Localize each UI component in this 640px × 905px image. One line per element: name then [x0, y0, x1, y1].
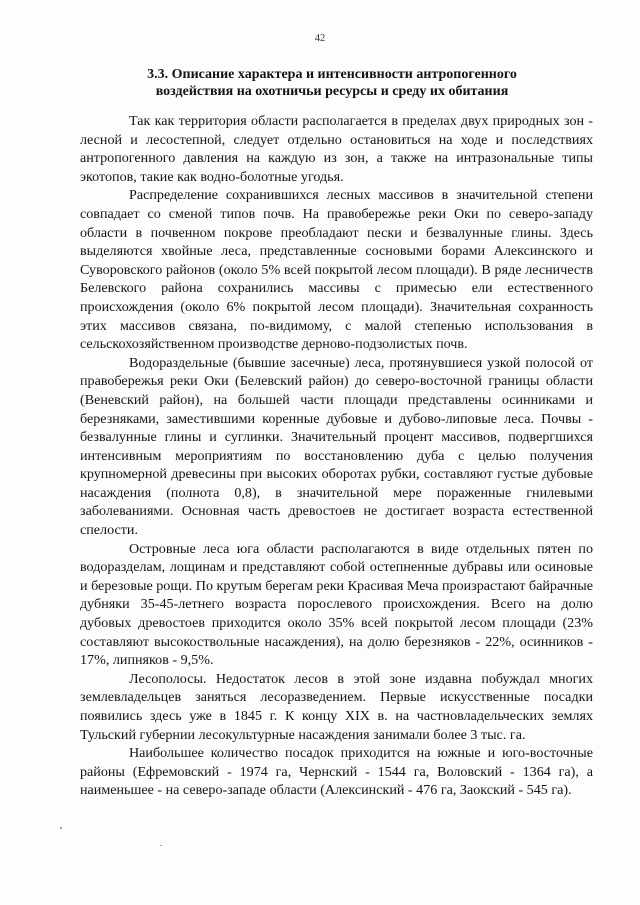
- paragraph-5: Лесополосы. Недостаток лесов в этой зоне издавна побуждал многих землевладельцев заняться лесоразведением. Первые искусственные посадки появились здесь уже в 1845 г. К концу XIX в. на частновладельческих землях Тульский губернии лесокультурные насаждения занимали более 3 тыс. га.: [80, 670, 593, 743]
- paragraph-2: Распределение сохранившихся лесных массивов в значительной степени совпадает со сменой типов почв. На правобережье реки Оки по северо-западу области в почвенном покрове преобладают пески и безвалунные глины. Здесь выделяются хвойные леса, представленные сосновыми борами Алексинского и Суворовского районов (около 5% всей покрытой лесом площади). В ряде лесничеств Белевского района сохранились массивы с примесью ели естественного происхождения (около 6% покрытой лесом площади). Значительная сохранность этих массивов связана, по-видимому, с малой степенью использования в сельскохозяйственном производстве дерново-подзолистых почв.: [80, 187, 593, 353]
- body-text: [80, 112, 593, 800]
- page-number: 42: [314, 33, 326, 44]
- paragraph-6: Наибольшее количество посадок приходится на южные и юго-восточные районы (Ефремовский - 1974 га, Чернский - 1544 га, Воловский - 1364 га), а наименьшее - на северо-западе области (Алексинский - 476 га, Заокский - 545 га).: [80, 745, 593, 799]
- paragraph-3: Водораздельные (бывшие засечные) леса, протянувшиеся узкой полосой от правобережья реки Оки (Белевский район) до северо-восточной границы области (Веневский район), на большей части площади представлены осинниками и березняками, заместившими коренные дубовые и дубово-липовые леса. Почвы - безвалунные глины и суглинки. Значительный процент массивов, подвергшихся интенсивным мероприятиям по восстановлению дуба с целью получения крупномерной древесины при высоких оборотах рубки, составляют густые дубовые насаждения (полнота 0,8), в значительной мере пораженные гнилевыми заболеваниями. Основная часть древостоев не достигает возраста естественной спелости.: [80, 354, 593, 539]
- paragraph-4: Островные леса юга области располагаются в виде отдельных пятен по водоразделам, лощинам и представляют собой остепненные дубравы или осиновые и березовые рощи. По крутым берегам реки Красивая Меча произрастают байрачные дубняки 35-45-летнего возраста порослевого происхождения. Всего на долю дубовых древостоев приходится около 35% всей покрытой лесом площади (23% составляют высокоствольные насаждения), на долю березняков - 22%, осинников - 17%, липняков - 9,5%.: [80, 540, 593, 669]
- scan-speck: [60, 827, 62, 829]
- paragraph-1: Так как территория области располагается в пределах двух природных зон - лесной и лесостепной, следует отдельно остановиться на ходе и последствиях антропогенного давления на каждую из зон, а также на интразональные типы экотопов, такие как водно-болотные угодья.: [80, 113, 593, 185]
- section-title: 3.3. Описание характера и интенсивности антропогенного воздействия на охотничьи ресурсы и среду их обитания: [147, 67, 517, 99]
- scan-speck: [160, 845, 162, 846]
